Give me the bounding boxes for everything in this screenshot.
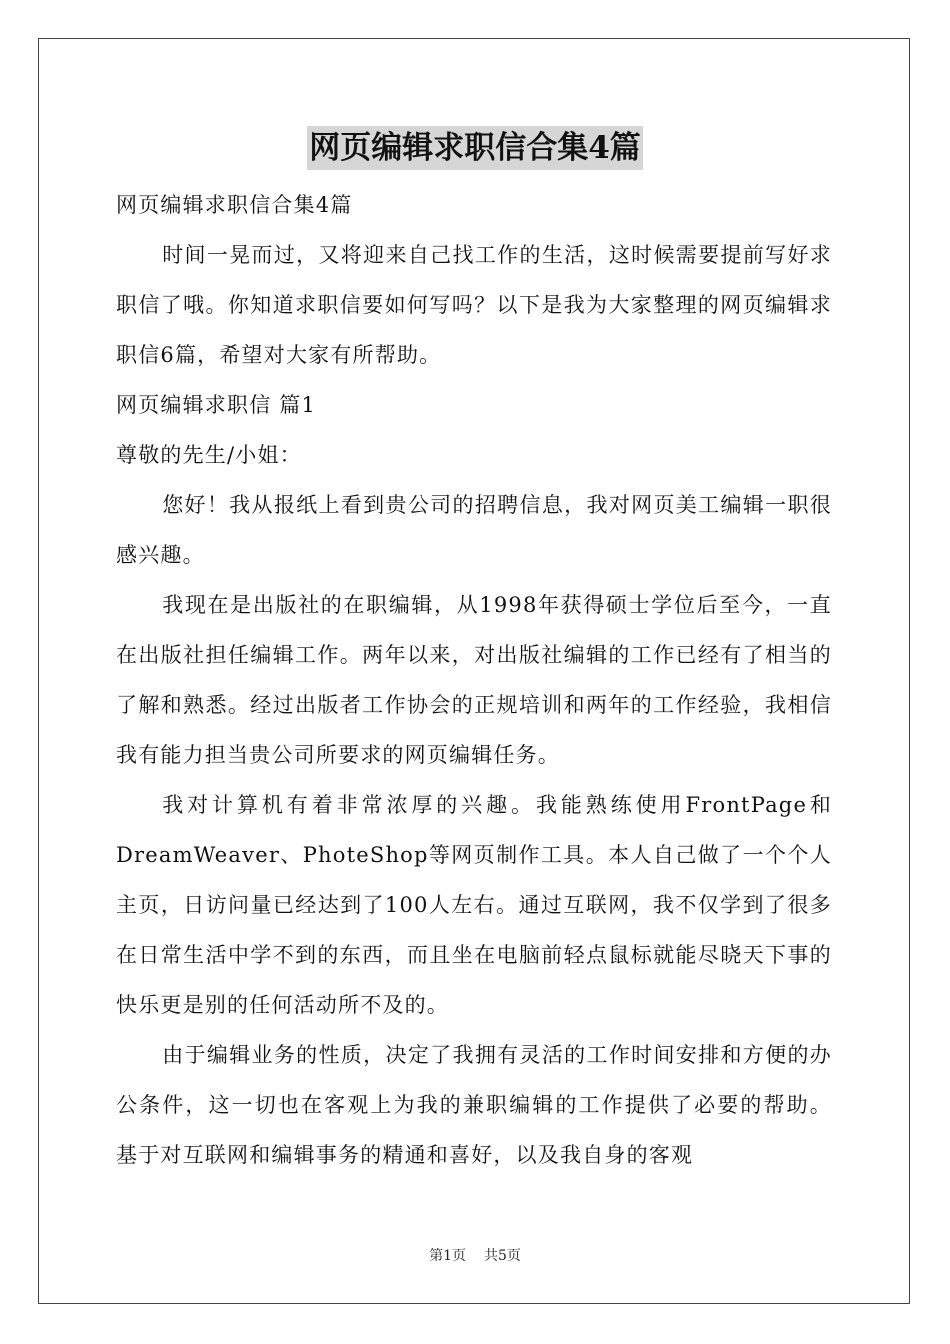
page-total: 共5页	[484, 1248, 521, 1264]
subtitle-line: 网页编辑求职信合集4篇	[116, 193, 353, 217]
page-number: 第1页	[429, 1248, 466, 1264]
section-heading: 网页编辑求职信 篇1	[116, 393, 317, 417]
intro-paragraph: 时间一晃而过，又将迎来自己找工作的生活，这时候需要提前写好求职信了哦。你知道求职信要如何写吗？以下是我为大家整理的网页编辑求职信6篇，希望对大家有所帮助。	[116, 243, 832, 367]
salutation: 尊敬的先生/小姐：	[116, 443, 302, 467]
body-paragraph-skills: 我对计算机有着非常浓厚的兴趣。我能熟练使用FrontPage和DreamWeaver、PhoteShop等网页制作工具。本人自己做了一个个人主页，日访问量已经达到了100人左右。通过互联网，我不仅学到了很多在日常生活中学不到的东西，而且坐在电脑前轻点鼠标就能尽晓天下事的快乐更是别的任何活动所不及的。	[116, 793, 832, 1017]
page-footer	[0, 1246, 950, 1266]
body-paragraph-conditions: 由于编辑业务的性质，决定了我拥有灵活的工作时间安排和方便的办公条件，这一切也在客观上为我的兼职编辑的工作提供了必要的帮助。 基于对互联网和编辑事务的精通和喜好，以及我自身的客观	[116, 1043, 832, 1167]
title-container	[0, 126, 950, 170]
document-body	[116, 180, 832, 1180]
body-paragraph-greeting: 您好！我从报纸上看到贵公司的招聘信息，我对网页美工编辑一职很感兴趣。	[116, 493, 832, 567]
body-paragraph-experience: 我现在是出版社的在职编辑，从1998年获得硕士学位后至今，一直在出版社担任编辑工作。两年以来，对出版社编辑的工作已经有了相当的了解和熟悉。经过出版者工作协会的正规培训和两年的工作经验，我相信我有能力担当贵公司所要求的网页编辑任务。	[116, 593, 832, 767]
document-title: 网页编辑求职信合集4篇	[307, 126, 643, 170]
